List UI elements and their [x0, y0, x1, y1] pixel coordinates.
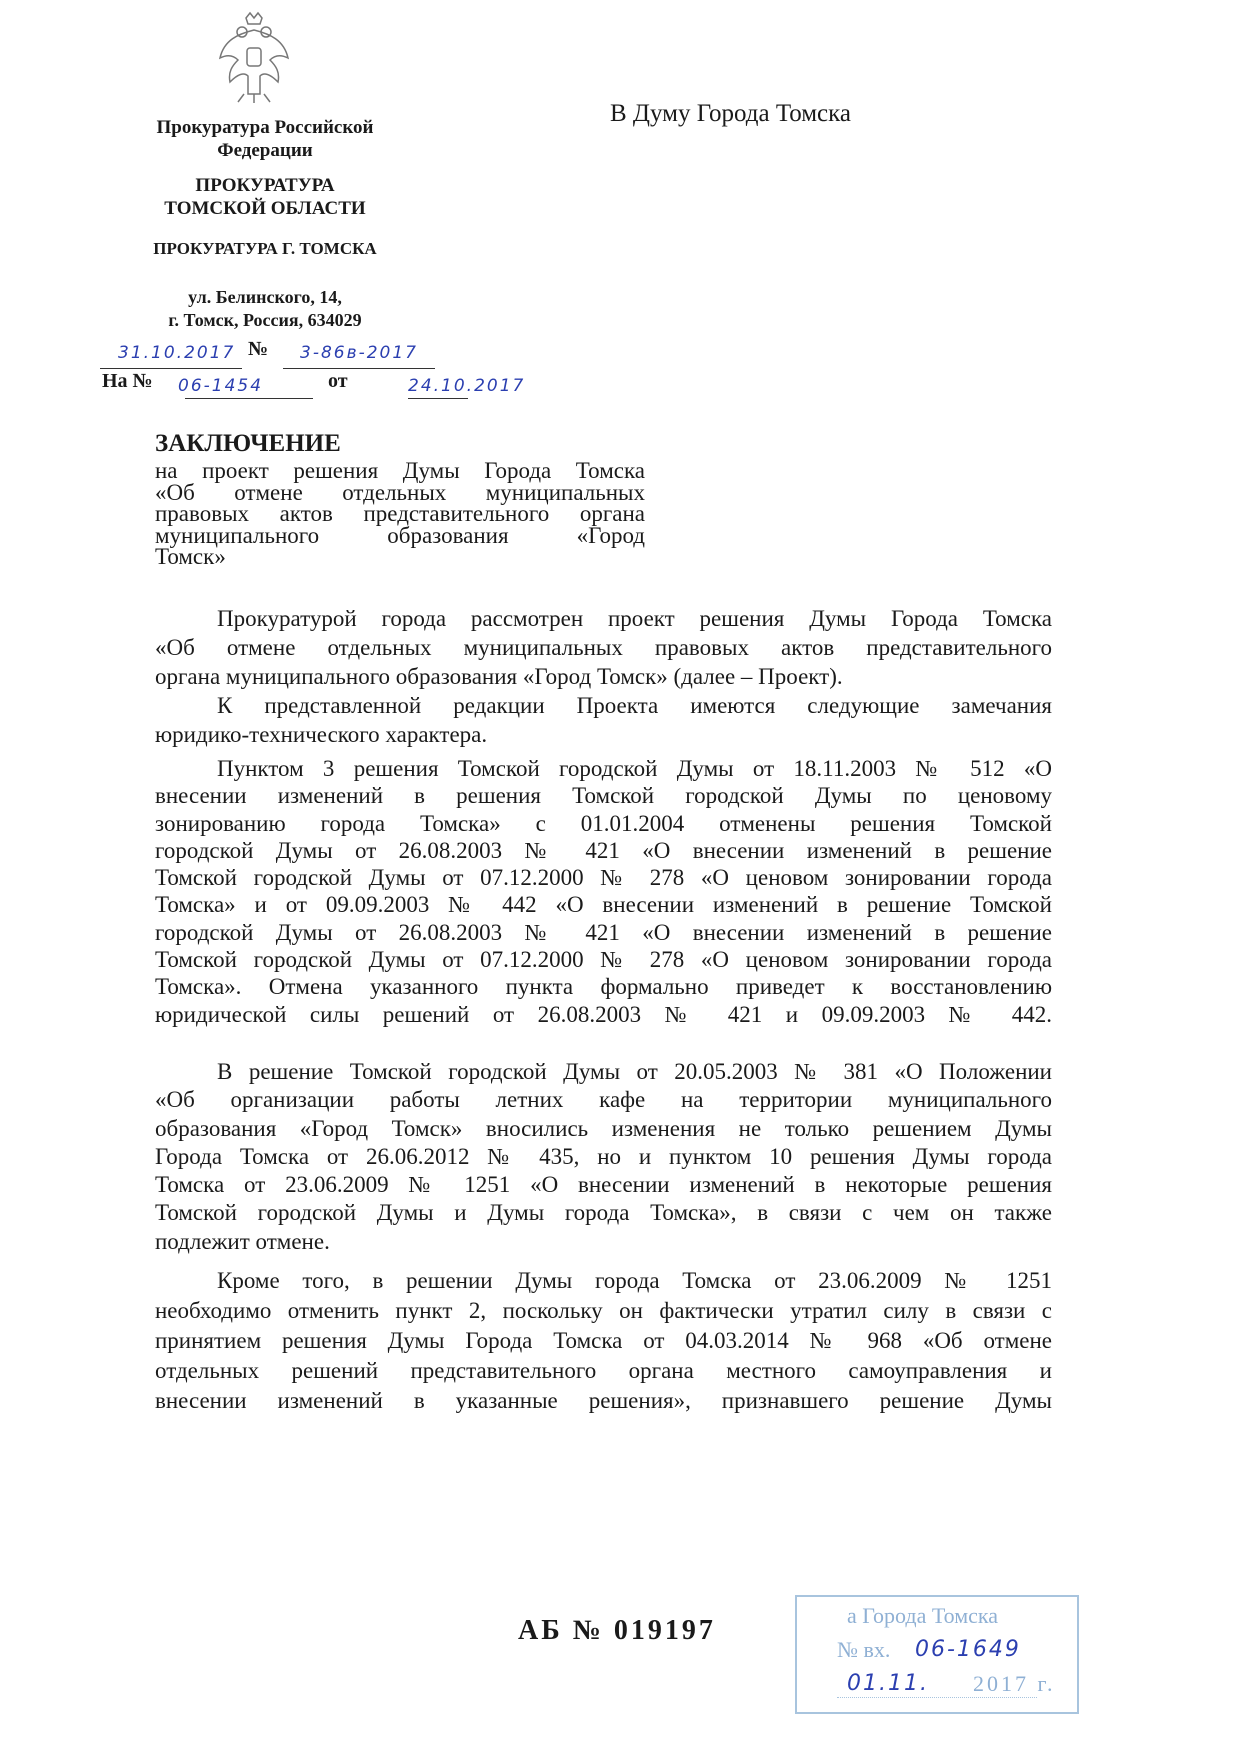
- paragraph-line: принятием решения Думы Города Томска от 04.03.2014 № 968 «Об отмене: [155, 1328, 1052, 1353]
- stamp-org: а Города Томска: [847, 1603, 999, 1628]
- region-office: [130, 174, 400, 220]
- document-title: ЗАКЛЮЧЕНИЕ: [155, 430, 341, 457]
- org-name: [130, 116, 400, 162]
- incoming-stamp: [795, 1595, 1079, 1714]
- address-line: г. Томск, Россия, 634029: [168, 310, 362, 330]
- paragraph-line: Кроме того, в решении Думы города Томска от 23.06.2009 № 1251: [217, 1268, 1052, 1293]
- stamp-year: 2017 г.: [973, 1671, 1056, 1696]
- region-line: ПРОКУРАТУРА: [195, 175, 335, 196]
- serial-text: АБ № 019197: [518, 1615, 716, 1646]
- body-paragraph: [155, 691, 1052, 749]
- paragraph-line: городской Думы от 26.08.2003 № 421 «О внесении изменений в решение: [155, 919, 1052, 945]
- paragraph-line: зонированию города Томска» с 01.01.2004 отменены решения Томской: [155, 810, 1052, 836]
- subtitle-line: муниципального образования «Город: [155, 522, 645, 548]
- org-line: Прокуратура Российской: [156, 117, 374, 138]
- outgoing-date: 31.10.2017: [118, 343, 236, 363]
- paragraph-line: Томска» и от 09.09.2003 № 442 «О внесении изменений в решение Томской: [155, 892, 1052, 918]
- subtitle-line: на проект решения Думы Города Томска: [155, 458, 645, 483]
- paragraph-line: Томской городской Думы от 07.12.2000 № 278 «О ценовом зонировании города: [155, 865, 1052, 891]
- org-line: Федерации: [217, 140, 313, 161]
- paragraph-line: Томска от 23.06.2009 № 1251 «О внесении изменений в некоторые решения: [155, 1172, 1052, 1198]
- subtitle-line: «Об отмене отдельных муниципальных: [155, 479, 645, 505]
- subtitle-line: Томск»: [155, 544, 226, 569]
- paragraph-line: необходимо отменить пункт 2, поскольку он фактически утратил силу в связи с: [155, 1298, 1052, 1323]
- paragraph-line: городской Думы от 26.08.2003 № 421 «О внесении изменений в решение: [155, 837, 1052, 863]
- address: [130, 286, 400, 332]
- city-office: ПРОКУРАТУРА Г. ТОМСКА: [153, 239, 377, 258]
- paragraph-line: внесении изменений в указанные решения», признавшего решение Думы: [155, 1388, 1052, 1413]
- stamp-in-label: № вх.: [837, 1637, 891, 1662]
- coat-of-arms-icon: [218, 10, 290, 105]
- paragraph-line: Томской городской Думы и Думы города Томска», в связи с чем он также: [155, 1200, 1052, 1226]
- reply-date: 24.10.2017: [408, 376, 526, 396]
- stamp-in-number: 06-1649: [915, 1637, 1021, 1662]
- paragraph-line: К представленной редакции Проекта имеются следующие замечания: [217, 693, 1052, 718]
- stamp-date: 01.11.: [847, 1671, 929, 1696]
- paragraph-line: внесении изменений в решения Томской городской Думы по ценовому: [155, 783, 1052, 809]
- paragraph-line: Прокуратурой города рассмотрен проект решения Думы Города Томска: [217, 606, 1052, 631]
- paragraph-line: «Об организации работы летних кафе на территории муниципального: [155, 1087, 1052, 1113]
- paragraph-line: Пунктом 3 решения Томской городской Думы от 18.11.2003 № 512 «О: [217, 756, 1052, 781]
- body-paragraph: [155, 1266, 1052, 1416]
- paragraph-line: Города Томска от 26.06.2012 № 435, но и пунктом 10 решения Думы города: [155, 1143, 1052, 1169]
- paragraph-line: органа муниципального образования «Город Томск» (далее – Проект).: [155, 664, 843, 689]
- reply-label: На №: [102, 370, 153, 392]
- paragraph-line: Томской городской Думы от 07.12.2000 № 278 «О ценовом зонировании города: [155, 947, 1052, 973]
- body-paragraph: [155, 755, 1052, 1028]
- paragraph-line: отдельных решений представительного органа местного самоуправления и: [155, 1358, 1052, 1383]
- paragraph-line: образования «Город Томск» вносились изменения не только решением Думы: [155, 1115, 1052, 1141]
- from-label: от: [328, 370, 348, 392]
- region-line: ТОМСКОЙ ОБЛАСТИ: [164, 198, 366, 219]
- reply-number: 06-1454: [178, 376, 264, 396]
- number-label: №: [248, 338, 269, 360]
- body-paragraph: [155, 604, 1052, 691]
- address-line: ул. Белинского, 14,: [188, 287, 342, 307]
- paragraph-line: В решение Томской городской Думы от 20.05.2003 № 381 «О Положении: [217, 1059, 1052, 1084]
- form-serial-number: [518, 1615, 716, 1647]
- outgoing-number: 3-86в-2017: [300, 343, 418, 363]
- subtitle-line: правовых актов представительного органа: [155, 501, 645, 526]
- paragraph-line: юридической силы решений от 26.08.2003 № 421 и 09.09.2003 № 442.: [155, 1001, 1052, 1027]
- paragraph-line: юридико-технического характера.: [155, 722, 488, 747]
- addressee: В Думу Города Томска: [610, 100, 852, 127]
- paragraph-line: «Об отмене отдельных муниципальных правовых актов представительного: [155, 635, 1052, 660]
- body-paragraph: [155, 1058, 1052, 1256]
- paragraph-line: подлежит отмене.: [155, 1228, 330, 1254]
- document-subtitle: [155, 460, 645, 568]
- paragraph-line: Томска». Отмена указанного пункта формально приведет к восстановлению: [155, 974, 1052, 1000]
